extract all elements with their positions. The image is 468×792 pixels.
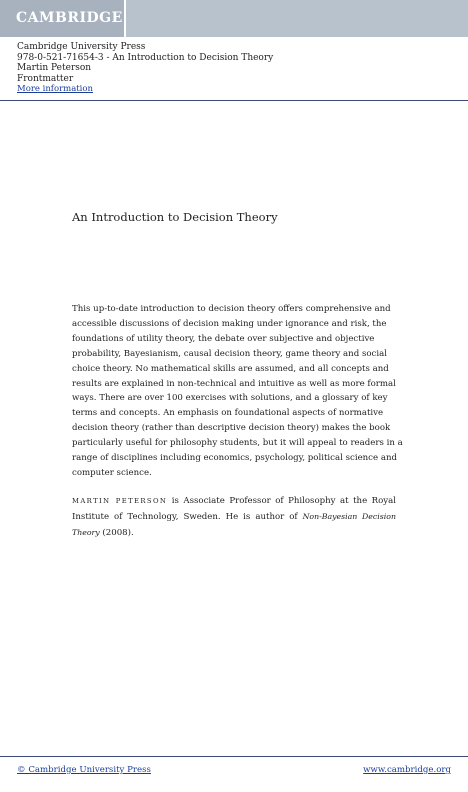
isbn-title: 978-0-521-71654-3 - An Introduction to Decision Theory: [17, 52, 274, 63]
description-line: foundations of utility theory, the debate over subjective and objective: [72, 333, 375, 344]
author-bio-book-title: Non-Bayesian Decision Theory: [72, 512, 396, 537]
description-line: computer science.: [72, 467, 152, 478]
author-bio-year: (2008).: [99, 528, 134, 538]
section-name: Frontmatter: [17, 73, 74, 84]
copyright-link[interactable]: © Cambridge University Press: [17, 765, 151, 775]
author-name: Martin Peterson: [17, 63, 92, 73]
description-line: particularly useful for philosophy students, but it will appeal to readers in a: [72, 438, 403, 449]
author-bio: [72, 494, 396, 541]
description-line: ways. There are over 100 exercises with solutions, and a glossary of key: [72, 393, 388, 404]
author-bio-name: MARTIN PETERSON: [72, 497, 168, 505]
book-title: An Introduction to Decision Theory: [72, 210, 278, 224]
logo-text: CAMBRIDGE: [16, 10, 123, 26]
description-line: range of disciplines including economics, psychology, political science and: [72, 453, 397, 464]
description-line: terms and concepts. An emphasis on foundational aspects of normative: [72, 408, 384, 419]
cambridge-logo: [0, 0, 126, 37]
description-line: choice theory. No mathematical skills are assumed, and all concepts and: [72, 363, 389, 374]
description-line: This up-to-date introduction to decision theory offers comprehensive and: [72, 304, 391, 314]
footer-divider: [0, 756, 468, 757]
description-line: accessible discussions of decision making under ignorance and risk, the: [72, 318, 387, 329]
publisher-name: Cambridge University Press: [17, 42, 146, 52]
description-line: decision theory (rather than descriptive decision theory) makes the book: [72, 423, 391, 434]
website-link[interactable]: www.cambridge.org: [363, 765, 451, 775]
book-description: [72, 302, 412, 481]
header-info: [17, 42, 273, 95]
more-information-link[interactable]: More information: [17, 84, 93, 94]
header-band: [0, 0, 468, 37]
author-bio-text: is Associate Professor of Philosophy at the Royal Institute of Technology, Sweden. He is author of: [72, 496, 397, 522]
description-line: results are explained in non-technical and intuitive as well as more formal: [72, 378, 396, 389]
header-divider: [0, 100, 468, 101]
description-line: probability, Bayesianism, causal decision theory, game theory and social: [72, 348, 387, 359]
